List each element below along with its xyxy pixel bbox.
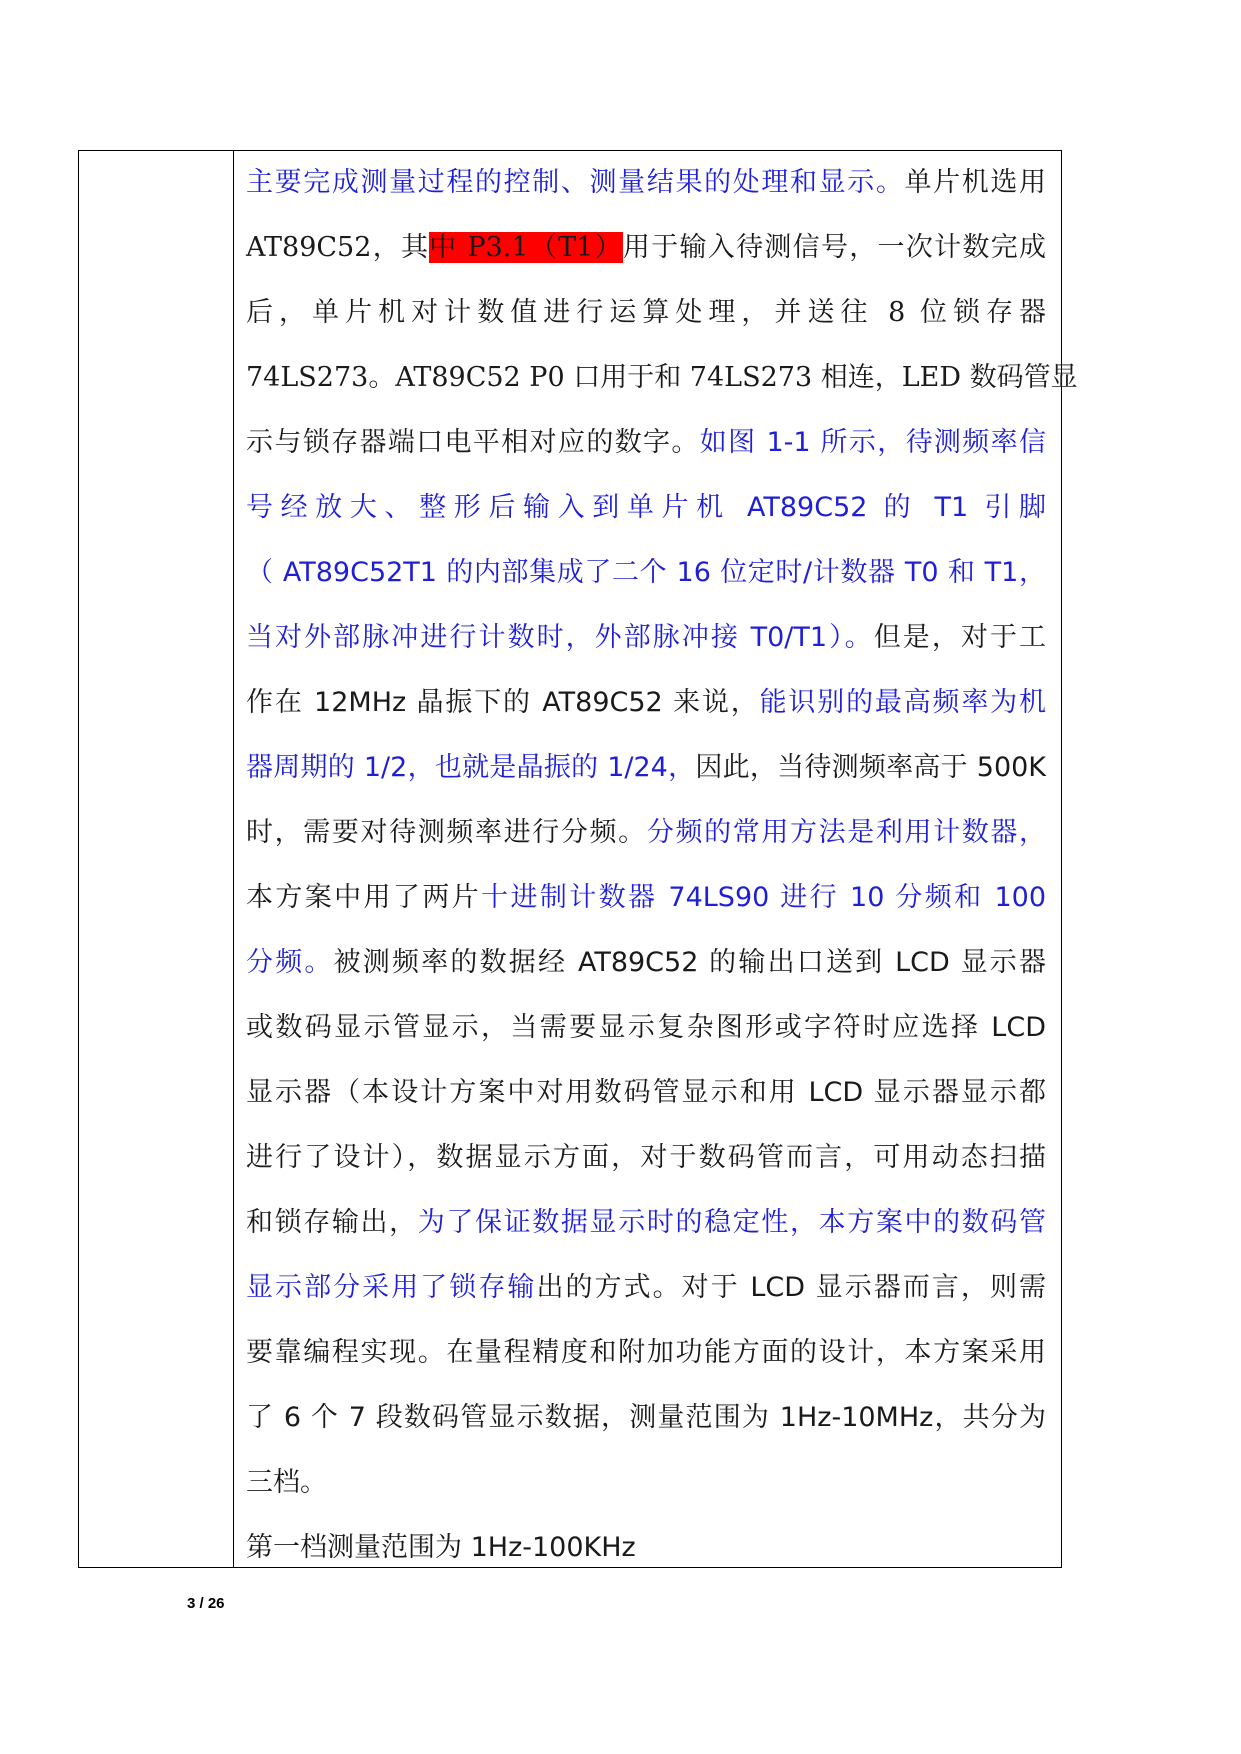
- text-line: [246, 865, 1046, 930]
- text-line: [246, 1060, 1046, 1125]
- text-line: [246, 215, 1046, 280]
- text-segment-blue: 能识别的最高频率为机: [759, 687, 1047, 718]
- text-line: [246, 930, 1046, 995]
- text-segment: 了 6 个 7 段数码管显示数据，测量范围为 1Hz-10MHz，共分为: [246, 1402, 1046, 1433]
- text-segment: 三档。: [246, 1467, 327, 1498]
- highlighted-text: 中 P3.1（T1）: [429, 232, 623, 263]
- text-segment: AT89C52，其: [246, 232, 430, 263]
- text-line: [246, 410, 1046, 475]
- text-segment-blue: （ AT89C52T1 的内部集成了二个 16 位定时/计数器 T0 和 T1，: [246, 557, 1046, 588]
- text-segment: 用于输入待测信号，一次计数完成: [622, 232, 1046, 263]
- text-segment: 单片机选用: [904, 167, 1047, 198]
- text-segment-blue: 十进制计数器 74LS90 进行 10 分频和 100: [481, 882, 1047, 913]
- text-segment: 时，需要对待测频率进行分频。: [246, 817, 647, 848]
- text-segment: 示与锁存器端口电平相对应的数字。: [246, 427, 700, 458]
- text-segment: 或数码显示管显示，当需要显示复杂图形或字符时应选择 LCD: [246, 1012, 1046, 1043]
- text-segment: 要靠编程实现。在量程精度和附加功能方面的设计，本方案采用: [246, 1337, 1046, 1368]
- text-segment: 被测频率的数据经 AT89C52 的输出口送到 LCD 显示器: [333, 947, 1046, 978]
- text-segment-blue: 号经放大、整形后输入到单片机 AT89C52 的 T1 引脚: [246, 492, 1046, 523]
- text-segment: 本方案中用了两片: [246, 882, 482, 913]
- text-line: [246, 1255, 1046, 1320]
- text-line: [246, 1515, 1046, 1580]
- text-segment: 出的方式。对于 LCD 显示器而言，则需: [536, 1272, 1047, 1303]
- text-line: [246, 1125, 1046, 1190]
- text-cell: [246, 150, 1078, 1580]
- text-segment: 显示器（本设计方案中对用数码管显示和用 LCD 显示器显示都: [246, 1077, 1046, 1108]
- text-line: [246, 1385, 1046, 1450]
- text-line: [246, 670, 1046, 735]
- text-line: [246, 1450, 1046, 1515]
- text-line: [246, 1320, 1046, 1385]
- text-segment-blue: 为了保证数据显示时的稳定性，本方案中的数码管: [417, 1207, 1047, 1238]
- text-line: [246, 605, 1046, 670]
- text-segment-blue: 显示部分采用了锁存输: [246, 1272, 537, 1303]
- text-segment: 进行了设计），数据显示方面，对于数码管而言，可用动态扫描: [246, 1142, 1046, 1173]
- text-segment-blue: 分频的常用方法是利用计数器，: [646, 817, 1047, 848]
- page-number: 3 / 26: [187, 1595, 225, 1612]
- text-line: [246, 800, 1046, 865]
- text-segment: 作在 12MHz 晶振下的 AT89C52 来说，: [246, 687, 760, 718]
- text-segment: 因此，当待测频率高于 500K: [695, 752, 1047, 783]
- text-line: [246, 540, 1046, 605]
- text-segment: 但是，对于工: [873, 622, 1047, 653]
- text-line: [246, 735, 1046, 800]
- text-segment-blue: 分频。: [246, 947, 334, 978]
- text-line: [246, 995, 1046, 1060]
- text-segment-blue: 如图 1-1 所示，待测频率信: [699, 427, 1047, 458]
- text-line: [246, 345, 1078, 410]
- text-segment-blue: 当对外部脉冲进行计数时，外部脉冲接 T0/T1）。: [246, 622, 874, 653]
- text-line: [246, 1190, 1046, 1255]
- text-segment: 和锁存输出，: [246, 1207, 418, 1238]
- text-segment: 74LS273。AT89C52 P0 口用于和 74LS273 相连，LED 数码管显: [246, 362, 1078, 393]
- table-column-divider: [233, 150, 234, 1568]
- text-segment: 第一档测量范围为 1Hz-100KHz: [246, 1532, 636, 1563]
- text-line: [246, 280, 1046, 345]
- text-segment-blue: 器周期的 1/2，也就是晶振的 1/24，: [246, 752, 696, 783]
- text-line: [246, 475, 1046, 540]
- text-segment: 后，单片机对计数值进行运算处理，并送往 8 位锁存器: [246, 297, 1046, 328]
- text-line: [246, 150, 1046, 215]
- text-segment-blue: 主要完成测量过程的控制、测量结果的处理和显示。: [246, 167, 905, 198]
